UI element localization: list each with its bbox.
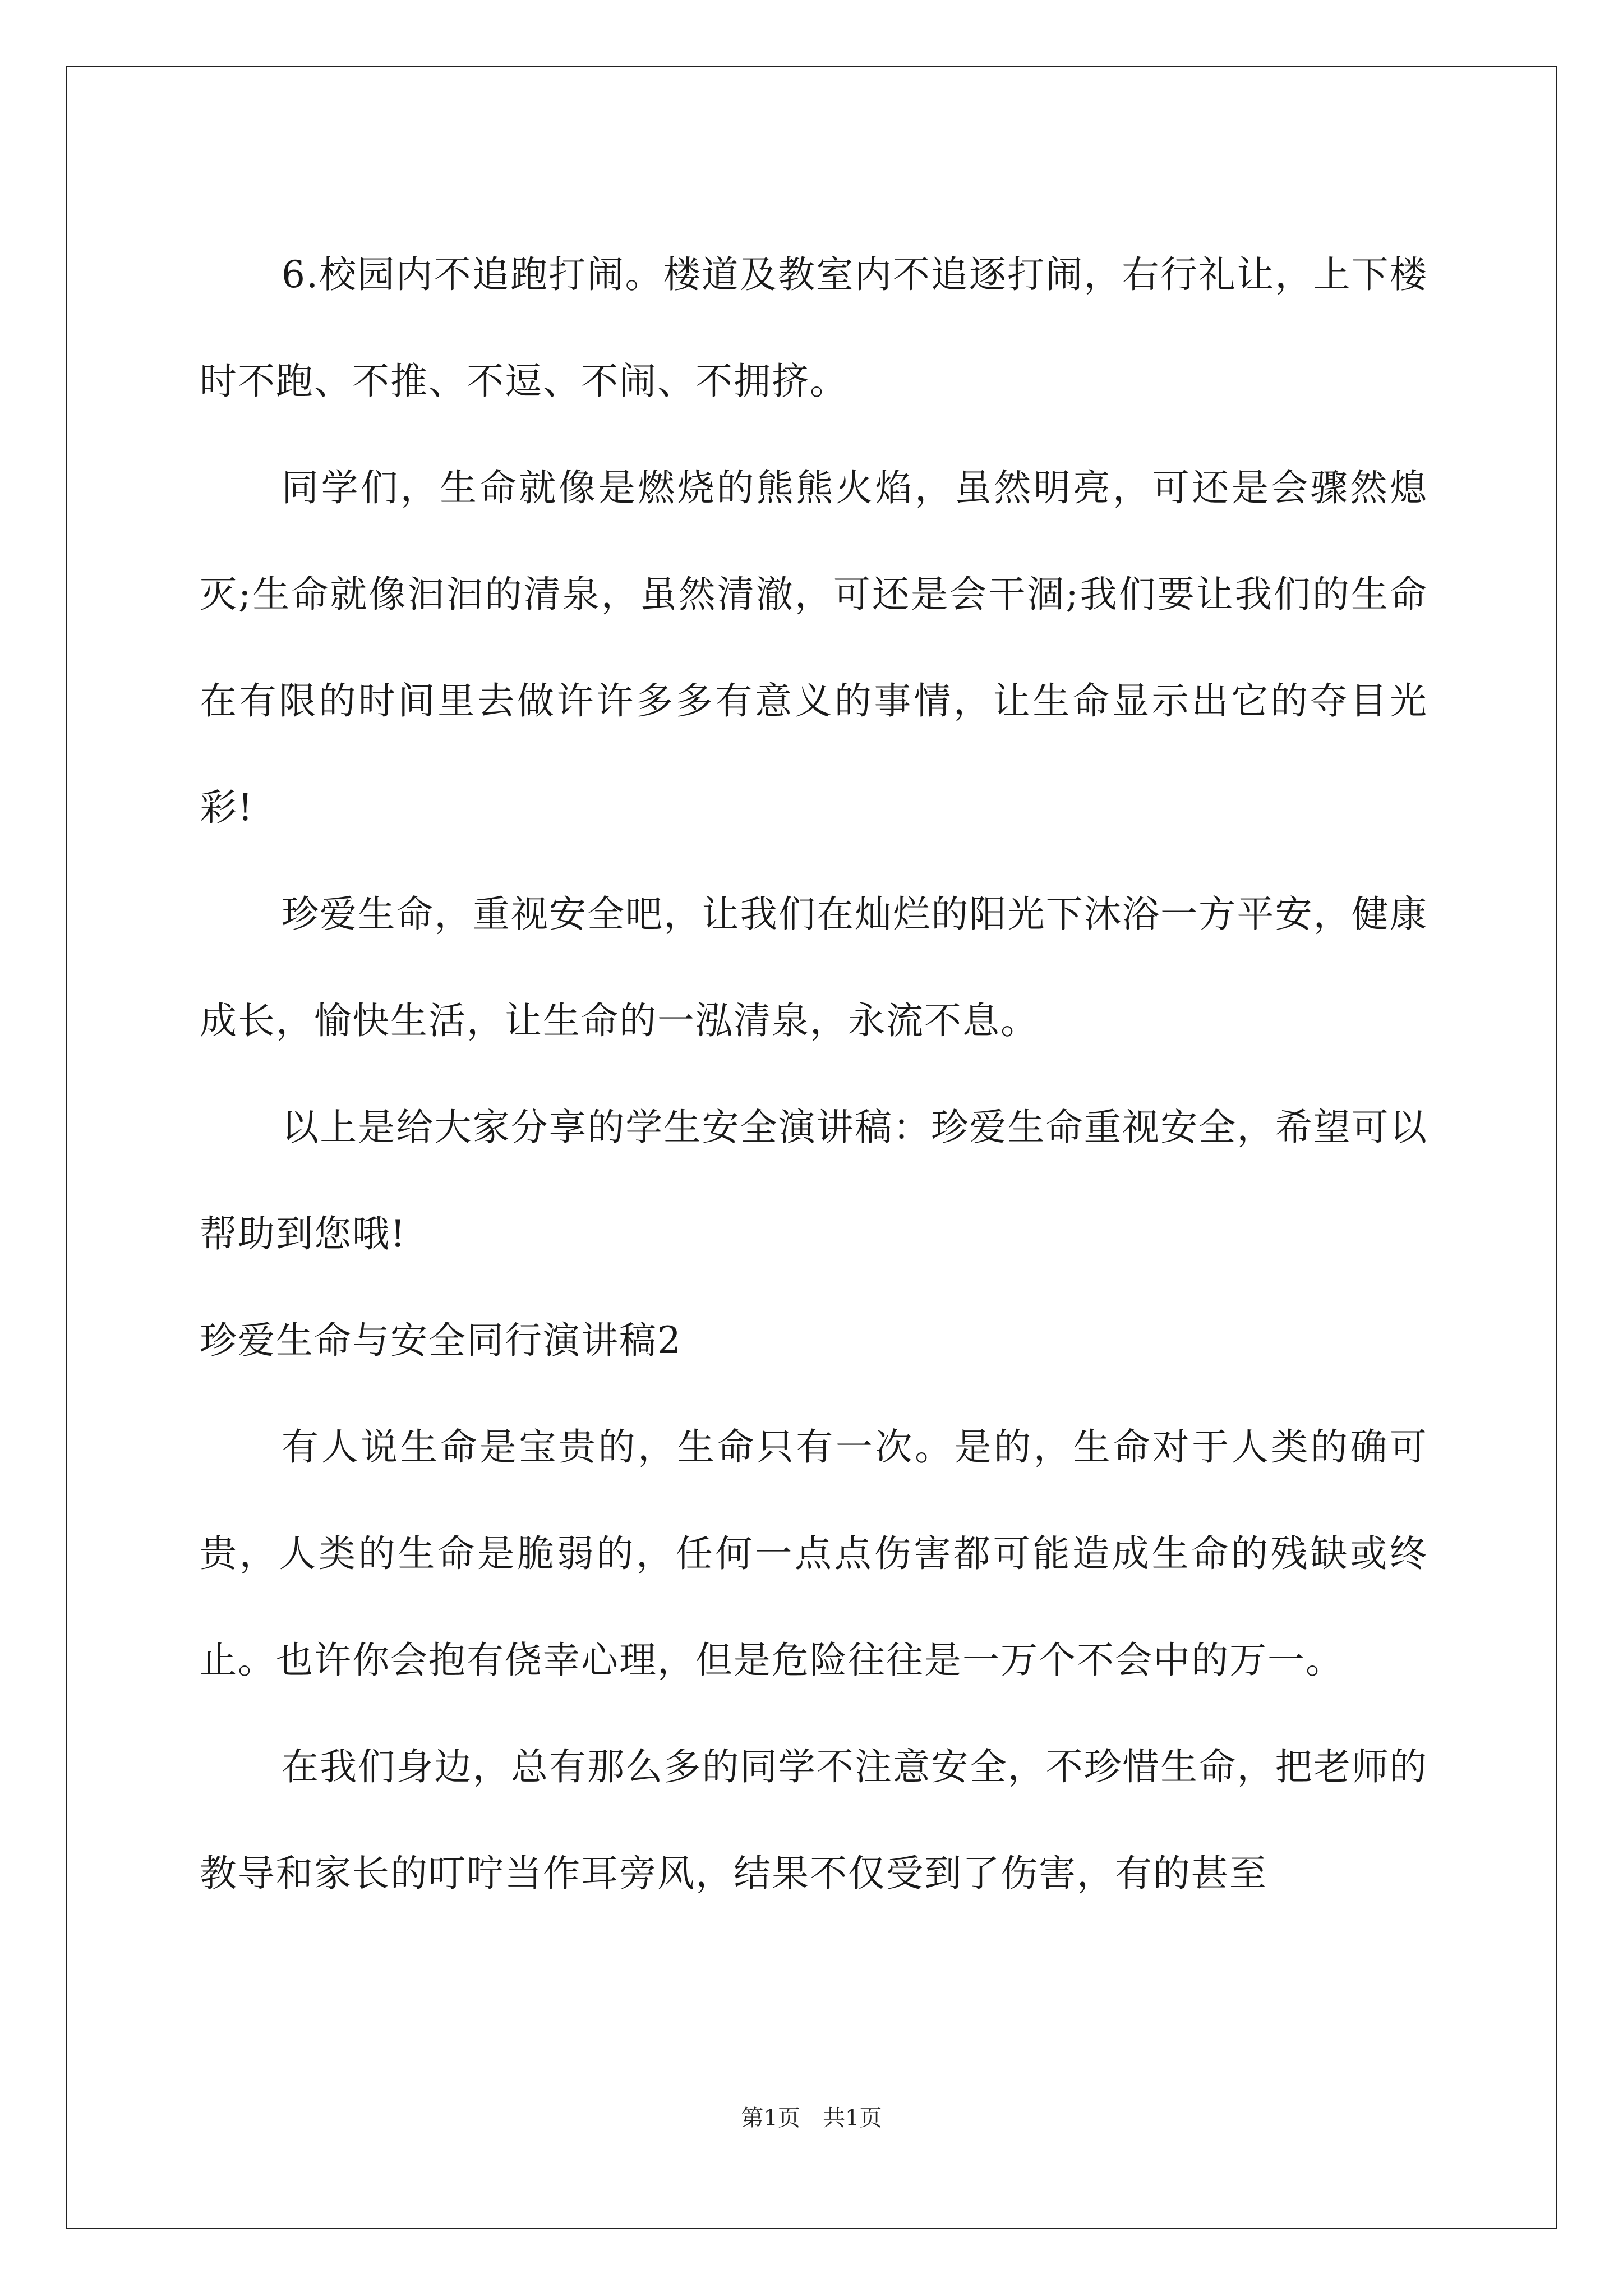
- paragraph-life-metaphor: 同学们，生命就像是燃烧的熊熊火焰，虽然明亮，可还是会骤然熄灭;生命就像汩汩的清泉，虽然清澈，可还是会干涸;我们要让我们的生命在有限的时间里去做许许多多有意义的事情，让生命显示出它的夺目光彩!: [200, 466, 1428, 829]
- paragraph-safety-rule-6: 6.校园内不追跑打闹。楼道及教室内不追逐打闹，右行礼让，上下楼时不跑、不推、不逗、不闹、不拥挤。: [200, 253, 1428, 403]
- paragraph-around-us: 在我们身边，总有那么多的同学不注意安全，不珍惜生命，把老师的教导和家长的叮咛当作耳旁风，结果不仅受到了伤害，有的甚至: [200, 1745, 1428, 1895]
- paragraph-life-precious: 有人说生命是宝贵的，生命只有一次。是的，生命对于人类的确可贵，人类的生命是脆弱的，任何一点点伤害都可能造成生命的残缺或终止。也许你会抱有侥幸心理，但是危险往往是一万个不会中的万一。: [200, 1425, 1428, 1682]
- section-heading-speech-2: 珍爱生命与安全同行演讲稿2: [200, 1319, 682, 1362]
- paragraph-cherish-life: 珍爱生命，重视安全吧，让我们在灿烂的阳光下沐浴一方平安，健康成长，愉快生活，让生命的一泓清泉，永流不息。: [200, 892, 1428, 1042]
- paragraph-summary: 以上是给大家分享的学生安全演讲稿：珍爱生命重视安全，希望可以帮助到您哦!: [200, 1106, 1428, 1255]
- page-footer: 第1页 共1页: [741, 2105, 882, 2131]
- document-body: [200, 222, 1428, 1927]
